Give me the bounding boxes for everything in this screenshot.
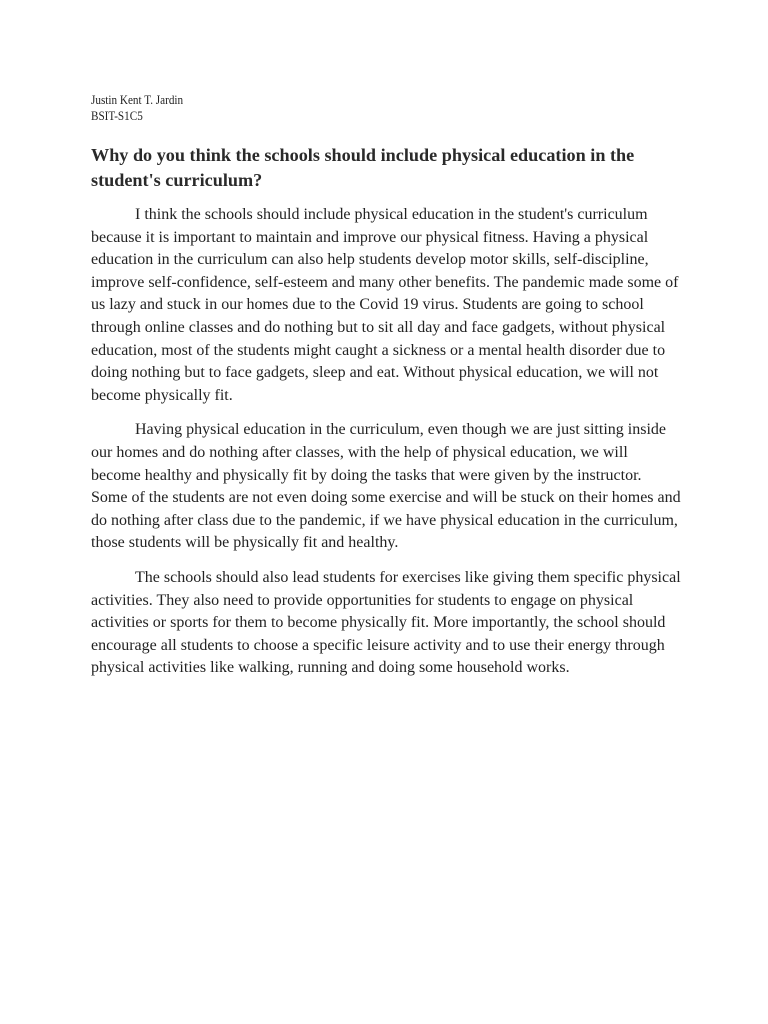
author-block bbox=[91, 92, 198, 124]
paragraph-2: Having physical education in the curriculum, even though we are just sitting inside our homes and do nothing after classes, with the help of physical education, we will become healthy and physically fit by doing the tasks that were given by the instructor. Some of the students are not even doing some exercise and will be stuck on their homes and do nothing after class due to the pandemic, if we have physical education in the curriculum, those students will be physically fit and healthy. bbox=[91, 421, 681, 552]
essay-question: Why do you think the schools should include physical education in the student's curriculum? bbox=[91, 145, 635, 190]
author-section: BSIT-S1C5 bbox=[91, 108, 143, 123]
paragraph-3: The schools should also lead students for exercises like giving them specific physical activities. They also need to provide opportunities for students to engage on physical activities or sports for them to become physically fit. More importantly, the school should encourage all students to choose a specific leisure activity and to use their energy through physical activities like walking, running and doing some household works. bbox=[91, 568, 681, 677]
paragraph-1: I think the schools should include physical education in the student's curriculum because it is important to maintain and improve our physical fitness. Having a physical education in the curriculum can also help students develop motor skills, self-discipline, improve self-confidence, self-esteem and many other benefits. The pandemic made some of us lazy and stuck in our homes due to the Covid 19 virus. Students are going to school through online classes and do nothing but to sit all day and face gadgets, without physical education, most of the students might caught a sickness or a mental health disorder due to doing nothing but to face gadgets, sleep and eat. Without physical education, we will not become physically fit. bbox=[91, 206, 679, 404]
essay-body bbox=[91, 204, 681, 692]
author-name: Justin Kent T. Jardin bbox=[91, 92, 184, 107]
